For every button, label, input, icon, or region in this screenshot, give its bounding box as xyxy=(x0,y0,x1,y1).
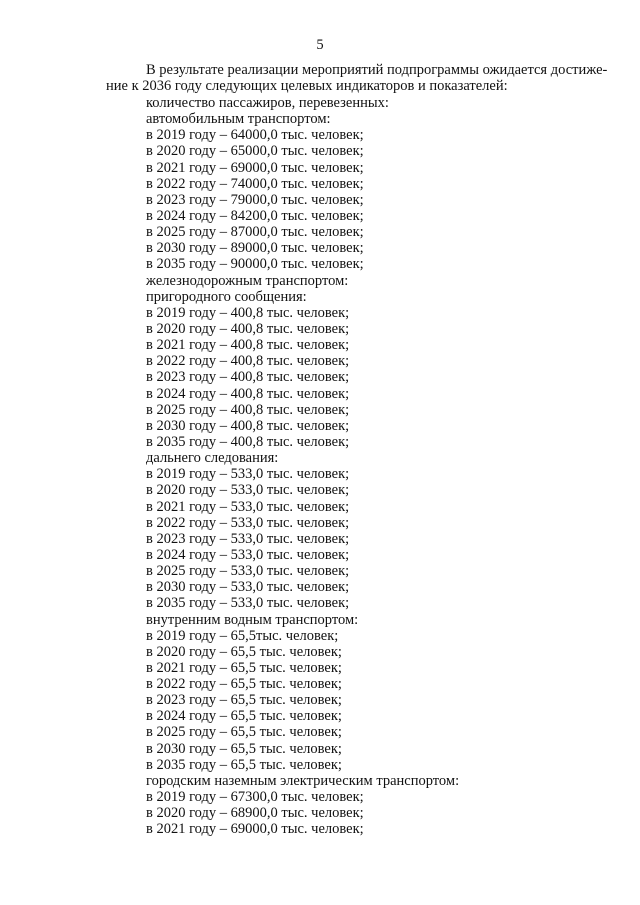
indicator-line: пригородного сообщения: xyxy=(146,288,307,305)
indicator-line: внутренним водным транспортом: xyxy=(146,611,359,628)
indicator-line: в 2025 году – 87000,0 тыс. человек; xyxy=(146,224,364,241)
indicator-line: в 2035 году – 400,8 тыс. человек; xyxy=(146,433,350,450)
indicator-line: в 2019 году – 533,0 тыс. человек; xyxy=(146,466,350,483)
indicator-line: в 2019 году – 64000,0 тыс. человек; xyxy=(146,127,364,144)
indicator-line: в 2020 году – 400,8 тыс. человек; xyxy=(146,320,350,337)
indicator-list xyxy=(146,95,459,837)
indicator-line: в 2035 году – 65,5 тыс. человек; xyxy=(146,756,342,773)
indicator-line: в 2035 году – 533,0 тыс. человек; xyxy=(146,595,350,612)
indicator-line: в 2030 году – 65,5 тыс. человек; xyxy=(146,740,342,757)
indicator-line: железнодорожным транспортом: xyxy=(146,272,349,289)
indicator-line: в 2022 году – 65,5 тыс. человек; xyxy=(146,676,342,693)
indicator-line: в 2024 году – 400,8 тыс. человек; xyxy=(146,385,350,402)
indicator-line: в 2021 году – 69000,0 тыс. человек; xyxy=(146,159,364,176)
indicator-line: в 2024 году – 65,5 тыс. человек; xyxy=(146,708,342,725)
indicator-line: в 2024 году – 84200,0 тыс. человек; xyxy=(146,207,364,224)
indicator-line: в 2019 году – 67300,0 тыс. человек; xyxy=(146,789,364,806)
intro-line-2: ние к 2036 году следующих целевых индикаторов и показателей: xyxy=(106,78,508,95)
indicator-line: в 2030 году – 533,0 тыс. человек; xyxy=(146,579,350,596)
indicator-line: в 2020 году – 65000,0 тыс. человек; xyxy=(146,143,364,160)
indicator-line: в 2025 году – 65,5 тыс. человек; xyxy=(146,724,342,741)
indicator-line: в 2025 году – 533,0 тыс. человек; xyxy=(146,563,350,580)
intro-paragraph xyxy=(106,62,608,95)
indicator-line: количество пассажиров, перевезенных: xyxy=(146,95,389,111)
indicator-line: в 2023 году – 79000,0 тыс. человек; xyxy=(146,191,364,208)
indicator-line: в 2035 году – 90000,0 тыс. человек; xyxy=(146,256,364,273)
indicator-line: дальнего следования: xyxy=(146,450,279,467)
indicator-line: в 2030 году – 89000,0 тыс. человек; xyxy=(146,240,364,257)
indicator-line: в 2023 году – 400,8 тыс. человек; xyxy=(146,369,350,386)
indicator-line: в 2020 году – 65,5 тыс. человек; xyxy=(146,643,342,660)
indicator-line: в 2021 году – 65,5 тыс. человек; xyxy=(146,659,342,676)
indicator-line: в 2019 году – 400,8 тыс. человек; xyxy=(146,304,350,321)
indicator-line: в 2020 году – 68900,0 тыс. человек; xyxy=(146,805,364,822)
indicator-line: в 2019 году – 65,5тыс. человек; xyxy=(146,627,339,644)
indicator-line: в 2023 году – 533,0 тыс. человек; xyxy=(146,530,350,547)
indicator-line: в 2030 году – 400,8 тыс. человек; xyxy=(146,417,350,434)
indicator-line: в 2022 году – 74000,0 тыс. человек; xyxy=(146,175,364,192)
indicator-line: в 2023 году – 65,5 тыс. человек; xyxy=(146,692,342,709)
page-number: 5 xyxy=(316,37,324,53)
indicator-line: в 2021 году – 69000,0 тыс. человек; xyxy=(146,821,364,838)
indicator-line: автомобильным транспортом: xyxy=(146,111,331,128)
indicator-line: в 2024 году – 533,0 тыс. человек; xyxy=(146,546,350,563)
indicator-line: в 2022 году – 533,0 тыс. человек; xyxy=(146,514,350,531)
indicator-line: в 2022 году – 400,8 тыс. человек; xyxy=(146,353,350,370)
intro-line-1: В результате реализации мероприятий подпрограммы ожидается достиже- xyxy=(146,62,608,78)
indicator-line: в 2021 году – 400,8 тыс. человек; xyxy=(146,337,350,354)
indicator-line: в 2025 году – 400,8 тыс. человек; xyxy=(146,401,350,418)
indicator-line: городским наземным электрическим транспортом: xyxy=(146,772,460,789)
indicator-line: в 2020 году – 533,0 тыс. человек; xyxy=(146,482,350,499)
indicator-line: в 2021 году – 533,0 тыс. человек; xyxy=(146,498,350,515)
